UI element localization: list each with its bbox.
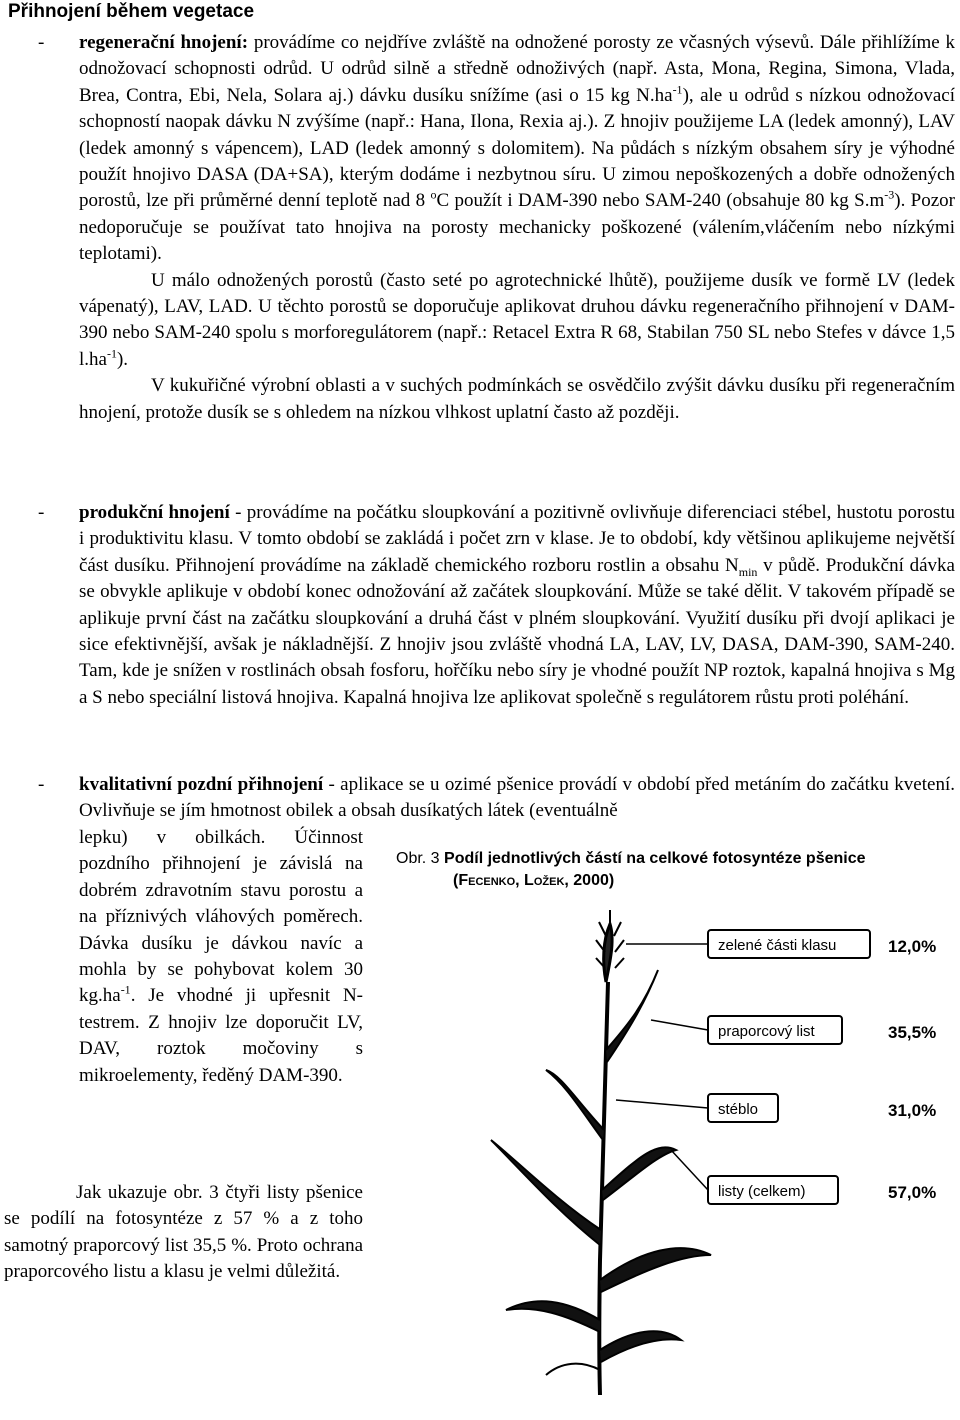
kval-term: kvalitativní pozdní přihnojení — [79, 774, 324, 795]
regen-paragraph-2: U málo odnožených porostů (často seté po agrotechnické lhůtě), použijeme dusík ve formě LV (ledek vápenatý), LAV, LAD. U těchto porostů se doporučuje aplikovat druhou dávku regeneračního přihnojení v DAM-390 nebo SAM-240 spolu s morforegulátorem (např.: Retacel Extra R 68, Stabilan 750 SL nebo Stefes v dávce 1,5 $l.ha^{-1}$). — [79, 269, 955, 370]
caption-authors: (Fecenko, Ložek, 2000) — [453, 872, 615, 889]
value-ear: 12,0% — [888, 937, 937, 956]
label-flag-leaf: praporcový list — [718, 1023, 815, 1040]
kval-paragraph-2: Jak ukazuje obr. 3 čtyři listy pšenice se podílí na fotosyntéze z 57 % a z toho samotný praporcový list 35,5 %. Proto ochrana praporcového listu a klasu je velmi důležitá. — [4, 1182, 363, 1283]
regen-section — [79, 30, 955, 426]
prod-section — [79, 500, 955, 711]
bullet-dash-regen: - — [38, 32, 45, 53]
flag-leaf — [606, 970, 658, 1062]
value-leaves: 57,0% — [888, 1183, 937, 1202]
bullet-dash-prod: - — [38, 502, 45, 523]
kval-intro: kvalitativní pozdní přihnojení - aplikace se u ozimé pšenice provádí v období před metáním do začátku kvetení. Ovlivňuje se jím hmotnost obilek a obsah dusíkatých látek (eventuálně — [79, 774, 955, 822]
caption-title: Podíl jednotlivých částí na celkové fotosyntéze pšenice — [444, 850, 866, 867]
value-flag-leaf: 35,5% — [888, 1023, 937, 1042]
bullet-dash-kval: - — [38, 774, 45, 795]
label-stem: stéblo — [718, 1101, 759, 1118]
regen-term: regenerační hnojení: — [79, 32, 249, 53]
caption-prefix: Obr. 3 — [396, 850, 445, 867]
figure-caption — [396, 848, 956, 892]
prod-paragraph: produkční hnojení - provádíme na počátku sloupkování a pozitivně ovlivňuje diferenciaci stébel, hustotu porostu i produktivitu klasu. V tomto období se zakládá i počet zrn v klase. Je to období, kdy většinou aplikujeme největší část dusíku. Přihnojení provádíme na základě chemického rozboru rostlin a obsahu $N_{min}$ v půdě. Produkční dávka se obvykle aplikuje v období konec odnožování až začátek sloupkování. Může se také dělit. V takovém případě se aplikuje první část na začátku sloupkování a druhá část v plném sloupkování. Využití dusíku při dvojí aplikaci je sice efektivnější, avšak je nákladnější. Z hnojiv jsou zvláště vhodná LA, LAV, LV, DASA, DAM-390, SAM-240. Tam, kde je snížen v rostlinách obsah fosforu, hořčíku nebo síry je vhodné použít NP roztok, kapalná hnojiva s Mg a S nebo speciální listová hnojiva. Kapalná hnojiva lze aplikovat společně s regulátorem růstu proti poléhání. — [79, 502, 955, 708]
label-leaves: listy (celkem) — [718, 1183, 806, 1200]
section-heading: Přihnojení během vegetace — [8, 1, 255, 22]
label-ear: zelené části klasu — [718, 937, 837, 954]
kval-column: lepku) v obilkách. Účinnost pozdního přihnojení je závislá na dobrém zdravotním stavu porostu a na příznivých vláhových poměrech. Dávka dusíku je dávkou navíc a mohla by se pohybovat kolem 30 $kg.ha^{-1}$. Je vhodné ji upřesnit N-testrem. Z hnojiv lze doporučit LV, DAV, roztok močoviny s mikroelementy, ředěný DAM-390. — [79, 827, 363, 1086]
regen-paragraph-3: V kukuřičné výrobní oblasti a v suchých podmínkách se osvědčilo zvýšit dávku dusíku při regeneračním hnojení, protože dusík se s ohledem na nízkou vlhkost uplatní často až později. — [79, 375, 955, 423]
regen-paragraph: regenerační hnojení: provádíme co nejdříve zvláště na odnožené porosty ze včasných výsevů. Dále přihlížíme k odnožovací schopnosti odrůd. U odrůd silně a středně odnoživých (např. Asta, Mona, Regina, Simona, Vlada, Brea, Contra, Ebi, Nela, Solara aj.) dávku dusíku snížíme (asi o 15 kg $N.ha^{-1}$), ale u odrůd s nízkou odnožovací schopností naopak dávku N zvýšíme (např.: Hana, Ilona, Rexia aj.). Z hnojiv použijeme LA (ledek amonný), LAV (ledek amonný s vápencem), LAD (ledek amonný s dolomitem). Na půdách s nízkým obsahem síry je výhodné použít hnojivo DASA (DA+SA), kterým dodáme i nezbytnou síru. U zimou nepoškozených a dobře odnožených porostů, lze při průměrné denní teplotě nad 8 $^o$C použít i DAM-390 nebo SAM-240 (obsahuje 80 kg $S.m^{-3}$). Pozor nedoporučuje se používat tato hnojiva na porosty mechanicky poškozené (válením,vláčením nebo nízkými teplotami). — [79, 32, 956, 265]
wheat-figure — [396, 900, 956, 1400]
prod-term: produkční hnojení — [79, 502, 230, 523]
wheat-plant-illustration — [491, 910, 711, 1395]
value-stem: 31,0% — [888, 1101, 937, 1120]
